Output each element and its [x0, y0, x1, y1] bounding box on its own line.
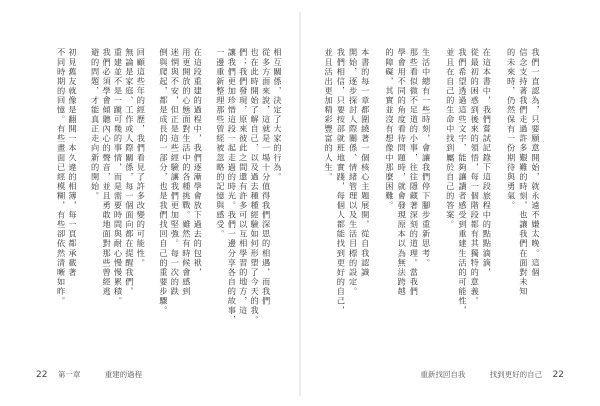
left-chapter-label: 第一章 [57, 370, 81, 379]
text-column: 倒與爬起，都是成長的一部分，也是我們找回自己的重要步驟。 [158, 48, 169, 316]
right-page-body [322, 48, 542, 344]
text-column: 並且活出更加精彩豐富的人生。 [324, 48, 335, 182]
text-column [79, 48, 90, 344]
text-column: 初見舊友就像是翻開一本久違的相簿，每一頁都承載著 [67, 48, 78, 278]
text-column: 我們希望透過這些文字，能夠讓讀者感受到重建生活的可能性， [457, 48, 468, 316]
text-column [204, 48, 215, 344]
right-page-number: 22 [552, 370, 564, 380]
text-column: 們；我們發現，原來彼此之間還有許多可以互相學習的地方，這 [238, 48, 249, 316]
text-column: 不同時期的回憶。有些畫面已經模糊，有些卻依然清晰如昨。 [56, 48, 67, 306]
text-column: 重建並不是一蹴可幾的事情，而是需要時間與耐心慢慢累積。 [113, 48, 124, 306]
text-column: 開始，逐步探討人際關係、情緒管理以及生活目標的設定。 [348, 48, 359, 297]
text-column [372, 48, 384, 344]
text-column: 信念支持著我們走過許多艱難的時刻，也讓我們在面對未知 [518, 48, 529, 297]
text-column: 避的問題，才能真正走向新的開始。 [90, 48, 101, 201]
text-column: 相互關係，決定了大家的行為。 [273, 48, 283, 182]
text-column: 迷惘與不安，但正是這些經驗讓我們更加堅強。每一次的跌 [170, 48, 181, 297]
text-column: 無論是家庭、工作或人際關係，每一個面向都在提醒我們， [124, 48, 135, 297]
text-column: 回顧這些年的經歷，我們看見了許多改變的可能性。 [136, 48, 147, 268]
text-column: 在這段重建的過程中，我們逐漸學會放下過去的包袱， [193, 48, 204, 278]
text-column: 也在此時開始了解自己，以及過去種種經驗如何形塑了今天的我。 [250, 48, 261, 325]
text-column: 從多方面來說，這就是一場十分值得我們深思的相遇，而我們 [261, 48, 272, 306]
text-column: 生活中總有一些時刻，會讓我們停下腳步重新思考。 [421, 48, 432, 268]
text-column: 我們一直認為，只要願意開始，就永遠不嫌太晚。這個 [531, 48, 541, 278]
text-column: 的障礙，其實並沒有想像中那麼困難。 [384, 48, 395, 211]
right-page [300, 0, 600, 406]
text-column [147, 48, 158, 344]
text-column: 並且在自己的生命中找到屬於自己的答案。 [445, 48, 456, 230]
right-page-footer [420, 369, 564, 380]
right-chapter-title: 找到更好的自己 [489, 370, 543, 379]
right-footer-separator [474, 370, 482, 379]
left-footer-separator [89, 370, 97, 379]
right-chapter-label: 重新找回自我 [420, 370, 466, 379]
text-column: 的未來時，仍然保有一份期待與勇氣。 [506, 48, 517, 211]
text-column: 從最初的困惑到後來的領悟，每一個階段都有其獨特的意義。 [470, 48, 481, 306]
text-column: 那些看似微不足道的小事，往往隱藏著深刻的道理。當我們 [409, 48, 420, 297]
text-column: 讓我們更加珍惜這段一起走過的時光。我們一邊分享各自的故事， [227, 48, 238, 325]
text-column [433, 48, 445, 344]
text-column: 用更開放的心態面對生活中的各種挑戰。雖然有時候會感到 [181, 48, 192, 297]
text-column: 本書的每一章都圍繞著一個核心主題展開，從自我認識 [360, 48, 371, 278]
text-column: 在這本書中，我們嘗試記錄下這段旅程中的點點滴滴， [482, 48, 493, 278]
left-chapter-title: 重建的過程 [104, 370, 143, 379]
text-column: 我們相信，只要按部就班地實踐，每個人都能找到更好的自己， [336, 48, 347, 316]
text-column [493, 48, 505, 344]
text-column: 一邊重新整理那些曾經被忽略的記憶與感受。 [215, 48, 226, 239]
text-column: 學會用不同的角度看待問題時，就會發現原本以為無法跨越 [397, 48, 408, 297]
text-column: 我們必須學會傾聽內心的聲音，並且勇敢地面對那些曾經逃 [102, 48, 113, 297]
left-page-number: 22 [36, 370, 48, 380]
left-page-body [56, 48, 284, 344]
left-page-footer [36, 369, 142, 380]
